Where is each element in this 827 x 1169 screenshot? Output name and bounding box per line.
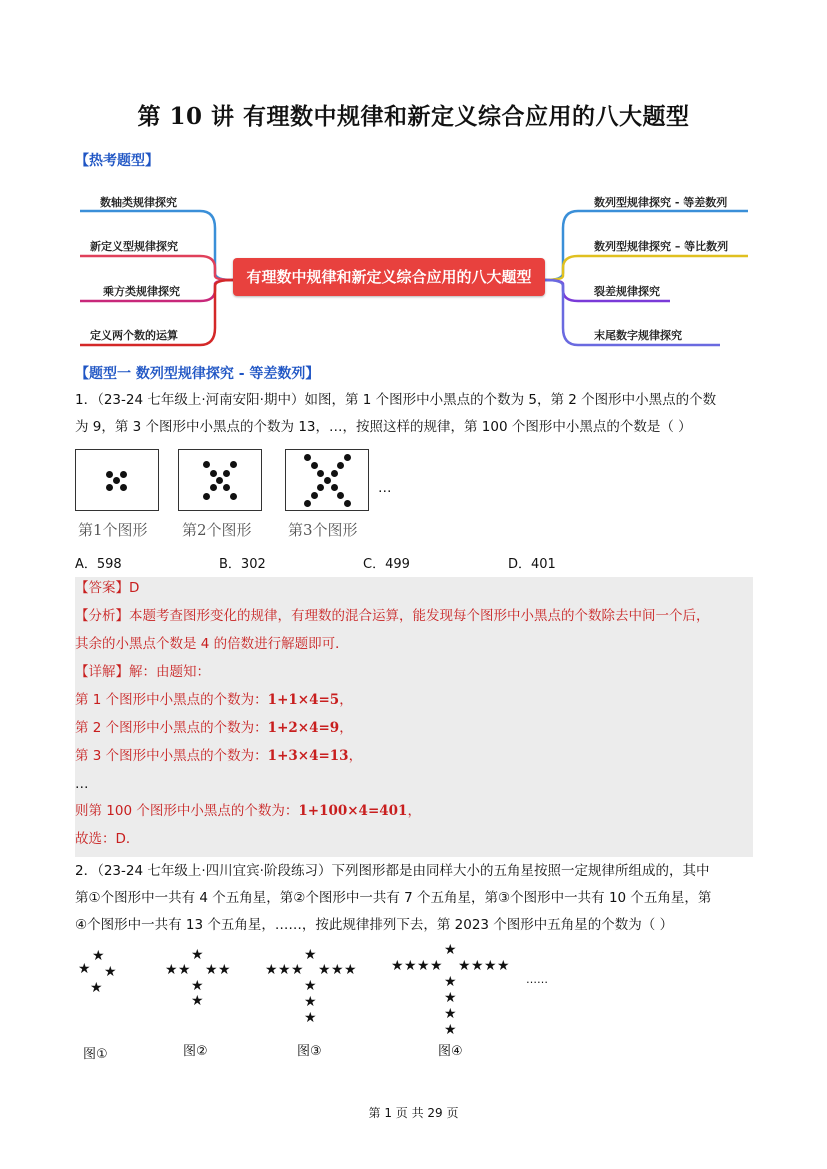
mindmap-right-item-3: 裂差规律探究 (594, 285, 660, 298)
mindmap-left-item-2: 新定义型规律探究 (90, 240, 178, 253)
q2-text-line-1: 2．（23-24 七年级上·四川宜宾·阶段练习）下列图形都是由同样大小的五角星按照一定规律所组成的，其中 (75, 863, 710, 879)
analysis-line-2: 其余的小黑点个数是 4 的倍数进行解题即可． (75, 636, 349, 652)
q1-text-line-1: 1．（23-24 七年级上·河南安阳·期中）如图，第 1 个图形中小黑点的个数为 5，第 2 个图形中小黑点的个数 (75, 392, 717, 408)
q2-figure-3: ★ ★ ★ ★ ★ ★ ★ ★ ★ ★ (265, 947, 357, 1026)
mindmap-branch-right-2 (545, 256, 748, 280)
step-1: 第 1 个图形中小黑点的个数为：1+1×4=5， (75, 692, 353, 708)
q1-option-d: D．401 (508, 557, 556, 572)
mindmap-branch-left-2 (80, 256, 233, 280)
q2-caption-1: 图① (83, 1047, 108, 1062)
q1-option-a: A．598 (75, 557, 122, 572)
q2-figure-2: ★ ★ ★ ★ ★ ★ ★ (165, 947, 231, 1009)
q2-text-line-2: 第①个图形中一共有 4 个五角星，第②个图形中一共有 7 个五角星，第③个图形中一共有 10 个五角星，第 (75, 890, 712, 906)
step-100: 则第 100 个图形中小黑点的个数为：1+100×4=401， (75, 803, 421, 819)
hot-topics-label: 【热考题型】 (75, 153, 159, 169)
mindmap-left-item-4: 定义两个数的运算 (90, 329, 178, 342)
choose-line: 故选：D． (75, 831, 140, 847)
q2-figure-1: ★ ★ ★ ★ (78, 948, 117, 996)
mindmap-right-item-2: 数列型规律探究 – 等比数列 (594, 240, 729, 253)
q1-text-line-2: 为 9，第 3 个图形中小黑点的个数为 13，…，按照这样的规律，第 100 个图形中小黑点的个数是（ ） (75, 419, 692, 435)
answer-label: 【答案】D (75, 580, 140, 596)
step-2: 第 2 个图形中小黑点的个数为：1+2×4=9， (75, 720, 353, 736)
q1-figure-ellipsis: … (378, 480, 392, 496)
q2-text-line-3: ④个图形中一共有 13 个五角星，……，按此规律排列下去，第 2023 个图形中五角星的个数为（ ） (75, 917, 674, 933)
q1-figure-1 (75, 449, 159, 511)
page-title: 第 10 讲 有理数中规律和新定义综合应用的八大题型 (137, 103, 690, 130)
q1-option-b: B．302 (219, 557, 266, 572)
q1-figure-3 (285, 449, 369, 511)
q2-figure-ellipsis: …… (526, 973, 548, 986)
q1-caption-3: 第3个图形 (288, 521, 358, 539)
q1-caption-2: 第2个图形 (182, 521, 252, 539)
step-ellipsis: … (75, 776, 89, 792)
q1-caption-1: 第1个图形 (78, 521, 148, 539)
q2-caption-2: 图② (183, 1044, 208, 1059)
step-3: 第 3 个图形中小黑点的个数为：1+3×4=13， (75, 748, 363, 764)
detail-label: 【详解】解：由题知： (75, 664, 210, 680)
mindmap-left-item-3: 乘方类规律探究 (103, 285, 180, 298)
q2-figure-4: ★ ★ ★ ★ ★ ★ ★ ★ ★ ★ ★ ★ ★ (391, 942, 510, 1038)
q2-caption-4: 图④ (438, 1044, 463, 1059)
mindmap-center-node: 有理数中规律和新定义综合应用的八大题型 (233, 258, 545, 296)
mindmap-right-item-4: 末尾数字规律探究 (594, 329, 682, 342)
mindmap-left-item-1: 数轴类规律探究 (100, 196, 177, 209)
q1-option-c: C．499 (363, 557, 410, 572)
analysis-line-1: 【分析】本题考查图形变化的规律，有理数的混合运算，能发现每个图形中小黑点的个数除去中间一个后， (75, 608, 710, 624)
mindmap-right-item-1: 数列型规律探究 - 等差数列 (594, 196, 728, 209)
q1-figure-2 (178, 449, 262, 511)
q2-caption-3: 图③ (297, 1044, 322, 1059)
section-heading-1: 【题型一 数列型规律探究 - 等差数列】 (75, 366, 320, 382)
page-footer: 第 1 页 共 29 页 (368, 1106, 459, 1120)
